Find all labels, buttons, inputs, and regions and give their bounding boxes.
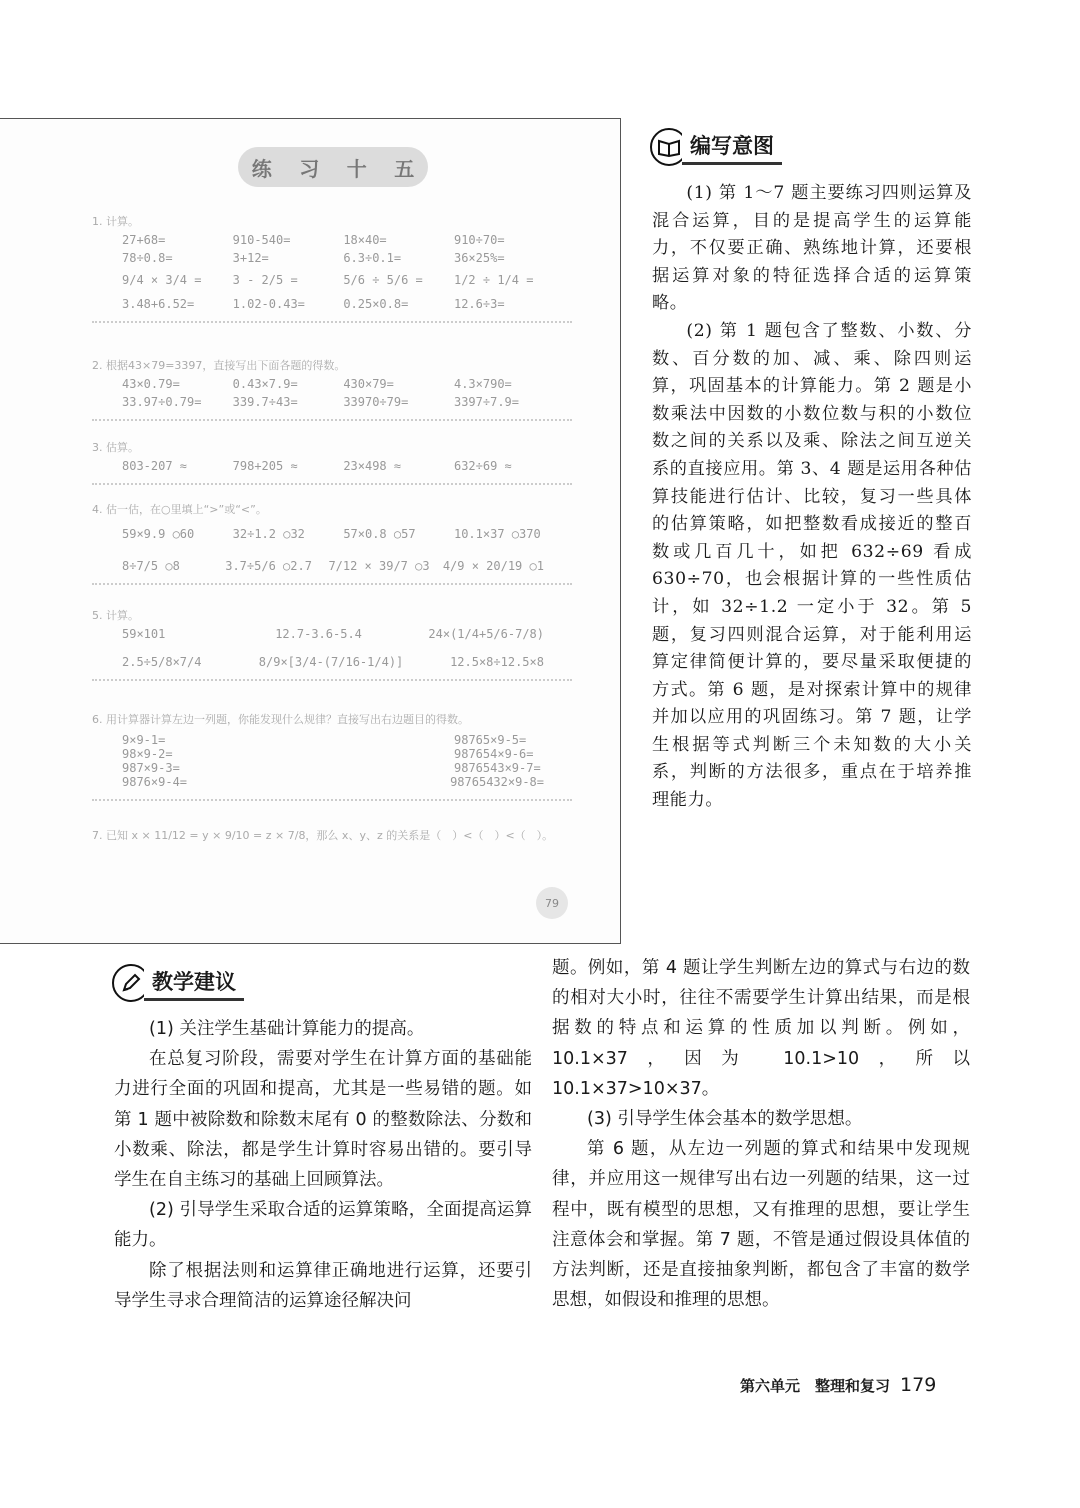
title-char: 练 bbox=[251, 156, 272, 181]
expr: 5/6 ÷ 5/6 = bbox=[343, 273, 423, 287]
expr: 803-207 ≈ bbox=[122, 459, 188, 473]
expr: 33970÷79= bbox=[343, 395, 409, 409]
title-char: 习 bbox=[299, 156, 320, 181]
page-number: 179 bbox=[900, 1374, 937, 1396]
suggestion-heading bbox=[112, 964, 244, 1002]
title-char: 十 bbox=[346, 156, 367, 181]
expr: 7/12 × 39/7 ○3 bbox=[328, 559, 430, 573]
expr: 59×9.9 ○60 bbox=[122, 527, 195, 541]
question-label: 1. 计算。 bbox=[92, 215, 139, 228]
question-7 bbox=[92, 827, 572, 843]
expr: 0.25×0.8= bbox=[343, 297, 409, 311]
expr: 24×(1/4+5/6-7/8) bbox=[428, 627, 544, 641]
suggestion-paragraph: 第 6 题，从左边一列题的算式和结果中发现规律，并应用这一规律写出右边一列题的结果，这一过程中，既有模型的思想，又有推理的思想，要让学生注意体会和掌握。第 7 题，不管是通过假设具体值的方法判断，还是直接抽象判断，都包含了丰富的数学思想，如假设和推理的思想。 bbox=[552, 1139, 970, 1311]
intent-heading-label: 编写意图 bbox=[682, 130, 782, 165]
question-label: 6. 用计算器计算左边一列题，你能发现什么规律？直接写出右边题目的得数。 bbox=[92, 713, 469, 726]
expr: 78÷0.8= bbox=[122, 251, 173, 265]
expr: 43×0.79= bbox=[122, 377, 180, 391]
expr: 987×9-3= bbox=[122, 761, 180, 775]
intent-text bbox=[652, 180, 972, 815]
question-3 bbox=[92, 439, 572, 485]
expr: 23×498 ≈ bbox=[343, 459, 402, 473]
question-label: 4. 估一估，在○里填上“>”或“<”。 bbox=[92, 503, 267, 516]
expr: 98765432×9-8= bbox=[450, 775, 544, 789]
expr: 9876×9-4= bbox=[122, 775, 188, 789]
suggestion-paragraph: 在总复习阶段，需要对学生在计算方面的基础能力进行全面的巩固和提高，尤其是一些易错的题。如第 1 题中被除数和除数末尾有 0 的整数除法、分数和小数乘、除法，都是学生计算时容易出错的。要引导学生在自主练习的基础上回顾算法。 bbox=[114, 1049, 532, 1191]
expr: 9876543×9-7= bbox=[454, 761, 541, 775]
suggestion-paragraph: 除了根据法则和运算律正确地进行运算，还要引导学生寻求合理简洁的运算途径解决问 bbox=[114, 1260, 532, 1311]
expr: 3.7÷5/6 ○2.7 bbox=[225, 559, 312, 573]
expr: 3+12= bbox=[232, 251, 269, 265]
expr: 3397÷7.9= bbox=[453, 395, 519, 409]
question-4 bbox=[92, 501, 572, 585]
expr: 8÷7/5 ○8 bbox=[122, 559, 180, 573]
question-5 bbox=[92, 607, 572, 681]
expr: 9/4 × 3/4 = bbox=[122, 273, 202, 287]
question-6 bbox=[92, 711, 572, 801]
expr: 1/2 ÷ 1/4 = bbox=[453, 273, 534, 287]
expr: 910÷70= bbox=[453, 233, 505, 247]
intent-paragraph: (2) 第 1 题包含了整数、小数、分数、百分数的加、减、乘、除四则运算，巩固基本的计算能力。第 2 题是小数乘法中因数的小数位数与积的小数位数之间的关系以及乘、除法之间互逆关系的直接应用。第 3、4 题是运用各种估算技能进行估计、比较，复习一些具体的估算策略，如把整数看成接近的整百数或几百几十，如把 632÷69 看成 630÷70，也会根据计算的一些性质估计，如 32÷1.2 一定小于 32。第 5 题，复习四则混合运算，对于能利用运算定律简便计算的，要尽量采取便捷的方式。第 6 题，是对探索计算中的规律并加以应用的巩固练习。第 7 题，让学生根据等式判断三个未知数的大小关系，判断的方法很多，重点在于培养推理能力。 bbox=[652, 320, 972, 811]
expr: 987654×9-6= bbox=[454, 747, 534, 761]
suggestion-heading-label: 教学建议 bbox=[144, 966, 244, 1001]
expr: 430×79= bbox=[343, 377, 394, 391]
question-label: 3. 估算。 bbox=[92, 441, 139, 454]
question-label: 2. 根据43×79=3397，直接写出下面各题的得数。 bbox=[92, 359, 346, 372]
expr: 33.97÷0.79= bbox=[122, 395, 202, 409]
expr: 632÷69 ≈ bbox=[453, 459, 512, 473]
expr: 18×40= bbox=[343, 233, 387, 247]
page-footer bbox=[740, 1374, 936, 1396]
expr: 798+205 ≈ bbox=[232, 459, 298, 473]
suggestion-left-column bbox=[114, 1014, 532, 1316]
expr: 98×9-2= bbox=[122, 747, 173, 761]
expr: 4.3×790= bbox=[453, 377, 512, 391]
expr: 3 - 2/5 = bbox=[232, 273, 298, 287]
expr: 339.7÷43= bbox=[232, 395, 298, 409]
expr: 1.02-0.43= bbox=[232, 297, 305, 311]
expr: 12.6÷3= bbox=[453, 297, 505, 311]
question-label: 7. 已知 x × 11/12 = y × 9/10 = z × 7/8，那么 x、y、z 的关系是（ ）<（ ）<（ ）。 bbox=[92, 829, 554, 842]
suggestion-paragraph: (1) 关注学生基础计算能力的提高。 bbox=[149, 1019, 425, 1039]
expr: 32÷1.2 ○32 bbox=[232, 527, 305, 541]
intent-heading bbox=[650, 128, 782, 166]
exercise-page-image bbox=[0, 118, 621, 944]
expr: 98765×9-5= bbox=[454, 733, 527, 747]
expr: 2.5÷5/8×7/4 bbox=[122, 655, 202, 669]
suggestion-paragraph: (2) 引导学生采取合适的运算策略，全面提高运算能力。 bbox=[114, 1200, 532, 1251]
expr: 12.7-3.6-5.4 bbox=[275, 627, 362, 641]
expr: 9×9-1= bbox=[122, 733, 166, 747]
intent-paragraph: (1) 第 1～7 题主要练习四则运算及混合运算，目的是提高学生的运算能力，不仅要正确、熟练地计算，还要根据运算对象的特征选择合适的运算策略。 bbox=[652, 183, 972, 314]
expr: 4/9 × 20/19 ○1 bbox=[442, 559, 544, 573]
suggestion-right-column bbox=[552, 953, 970, 1315]
expr: 59×101 bbox=[122, 627, 166, 641]
suggestion-paragraph: (3) 引导学生体会基本的数学思想。 bbox=[587, 1109, 863, 1130]
expr: 0.43×7.9= bbox=[232, 377, 298, 391]
suggestion-continuation: 题。例如，第 4 题让学生判断左边的算式与右边的数的相对大小时，往往不需要学生计算出结果，而是根据数的特点和运算的性质加以判断。例如，10.1×37，因为 10.1>10，所以 10.1×37>10×37。 bbox=[552, 958, 970, 1099]
expr: 910-540= bbox=[232, 233, 291, 247]
title-char: 五 bbox=[394, 156, 415, 181]
expr: 57×0.8 ○57 bbox=[343, 527, 416, 541]
question-label: 5. 计算。 bbox=[92, 609, 139, 622]
expr: 10.1×37 ○370 bbox=[453, 527, 541, 541]
expr: 6.3÷0.1= bbox=[343, 251, 402, 265]
question-2 bbox=[92, 357, 572, 421]
expr: 27+68= bbox=[122, 233, 166, 247]
exercise-title bbox=[238, 147, 428, 187]
inner-page-number: 79 bbox=[536, 887, 568, 919]
expr: 36×25%= bbox=[453, 251, 505, 265]
unit-title: 第六单元 整理和复习 bbox=[740, 1377, 891, 1395]
expr: 3.48+6.52= bbox=[122, 297, 195, 311]
expr: 12.5×8÷12.5×8 bbox=[450, 655, 544, 669]
question-1 bbox=[92, 213, 572, 323]
expr: 8/9×[3/4-(7/16-1/4)] bbox=[258, 655, 404, 669]
